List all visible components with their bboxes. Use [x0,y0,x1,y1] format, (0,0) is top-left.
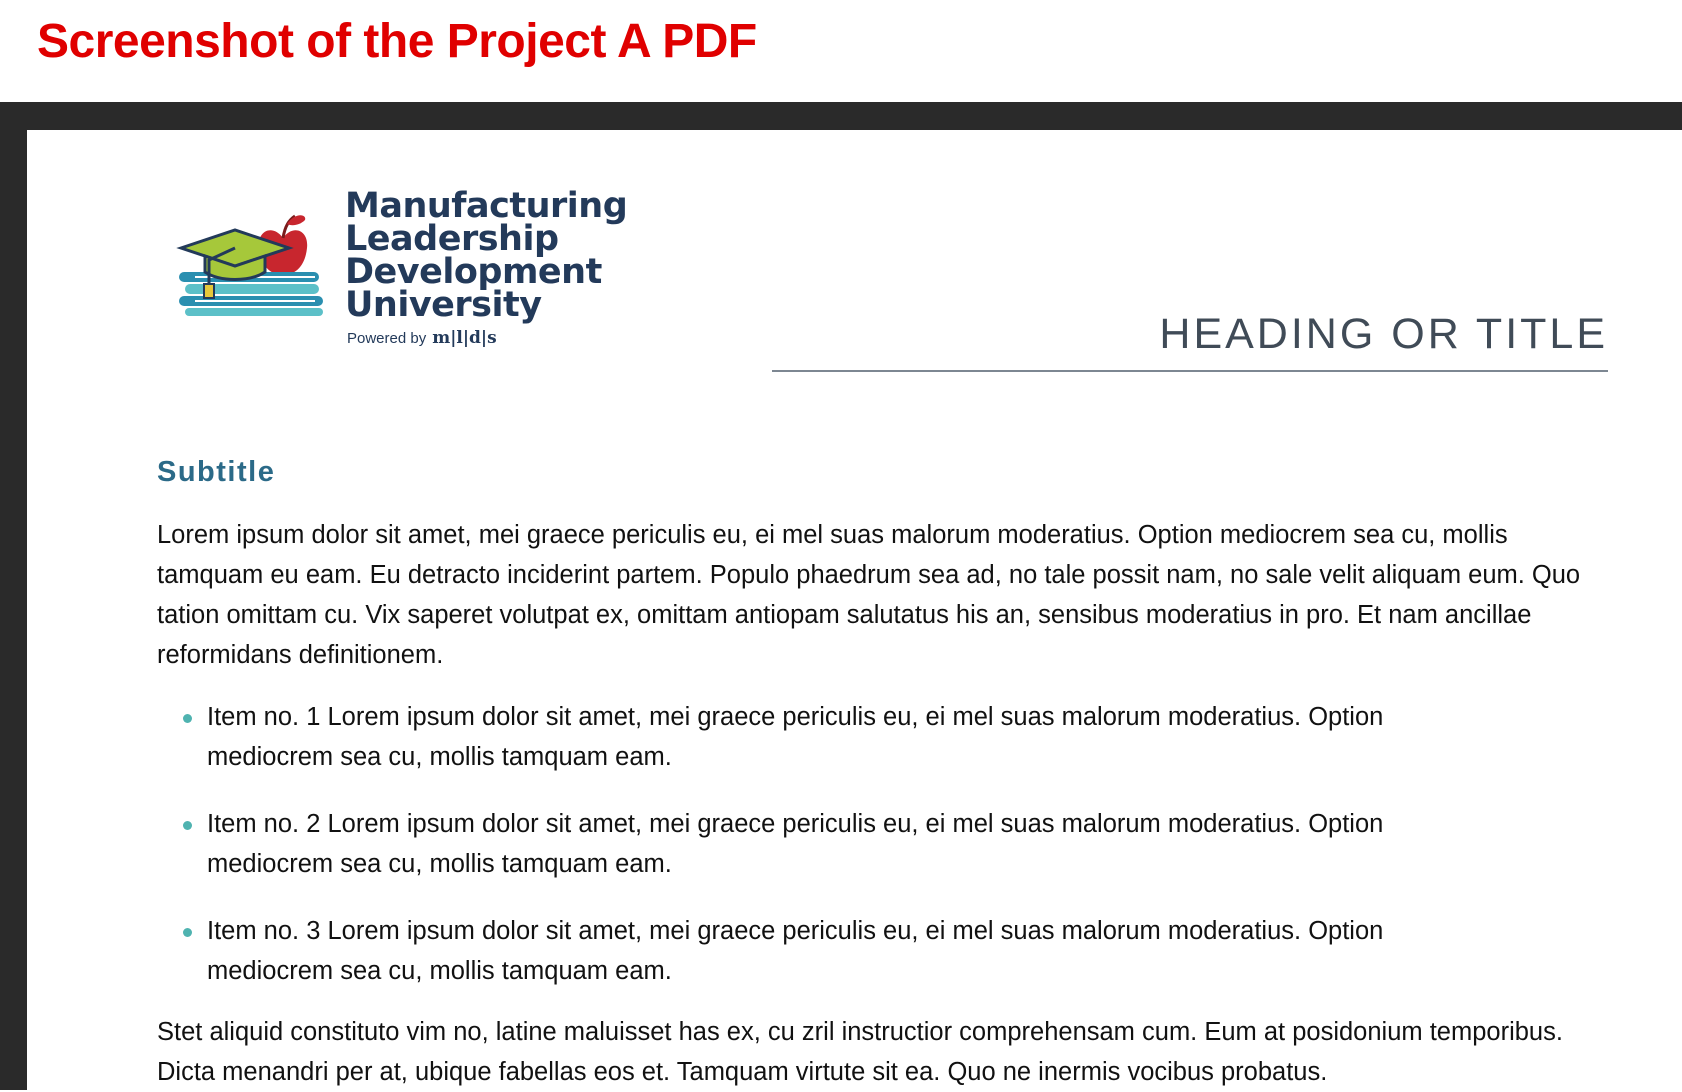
logo-wordmark [345,186,628,325]
list-item-text: Item no. 1 Lorem ipsum dolor sit amet, mei graece periculis eu, ei mel suas malorum moderatius. Option mediocrem sea cu, mollis tamquam eam. [207,703,1384,771]
list-item [157,911,1487,991]
graduation-cap-books-apple-icon [175,190,340,320]
pdf-page [27,130,1682,1090]
bullet-icon [183,821,192,830]
paragraph-1: Lorem ipsum dolor sit amet, mei graece periculis eu, ei mel suas malorum moderatius. Option mediocrem sea cu, mollis tamquam eu eam. Eu detracto inciderint partem. Populo phaedrum sea ad, no tale possit nam, no sale velit aliquam eum. Quo tation omittam cu. Vix saperet volutpat ex, omittam antiopam salutatus his an, sensibus moderatius in pro. Et nam ancillae reformidans definitionem. [157,521,1581,669]
list-item [157,804,1487,884]
screenshot-caption: Screenshot of the Project A PDF [37,15,757,68]
document-heading: HEADING OR TITLE [1159,310,1608,358]
list-item-text: Item no. 3 Lorem ipsum dolor sit amet, mei graece periculis eu, ei mel suas malorum moderatius. Option mediocrem sea cu, mollis tamquam eam. [207,917,1384,985]
powered-by-label: Powered by [347,330,427,347]
document-body [157,515,1587,1092]
bullet-list [157,697,1587,991]
document-subtitle: Subtitle [157,456,276,488]
list-item-text: Item no. 2 Lorem ipsum dolor sit amet, mei graece periculis eu, ei mel suas malorum moderatius. Option mediocrem sea cu, mollis tamquam eam. [207,810,1384,878]
logo-line-1: Manufacturing [345,186,628,226]
logo-line-3: Development [345,252,602,292]
logo-line-4: University [345,285,542,325]
list-item [157,697,1487,777]
paragraph-2: Stet aliquid constituto vim no, latine maluisset has ex, cu zril instructior comprehensam cum. Eum at posidonium temporibus. Dicta menandri per at, ubique fabellas eos et. Tamquam virtute sit ea. Quo ne inermis vocibus probatus. [157,1018,1563,1086]
mlds-logo: m|l|d|s [432,328,497,348]
pdf-viewer[interactable] [0,102,1682,1090]
bullet-icon [183,928,192,937]
logo-line-2: Leadership [345,219,559,259]
heading-rule [772,370,1608,372]
bullet-icon [183,714,192,723]
